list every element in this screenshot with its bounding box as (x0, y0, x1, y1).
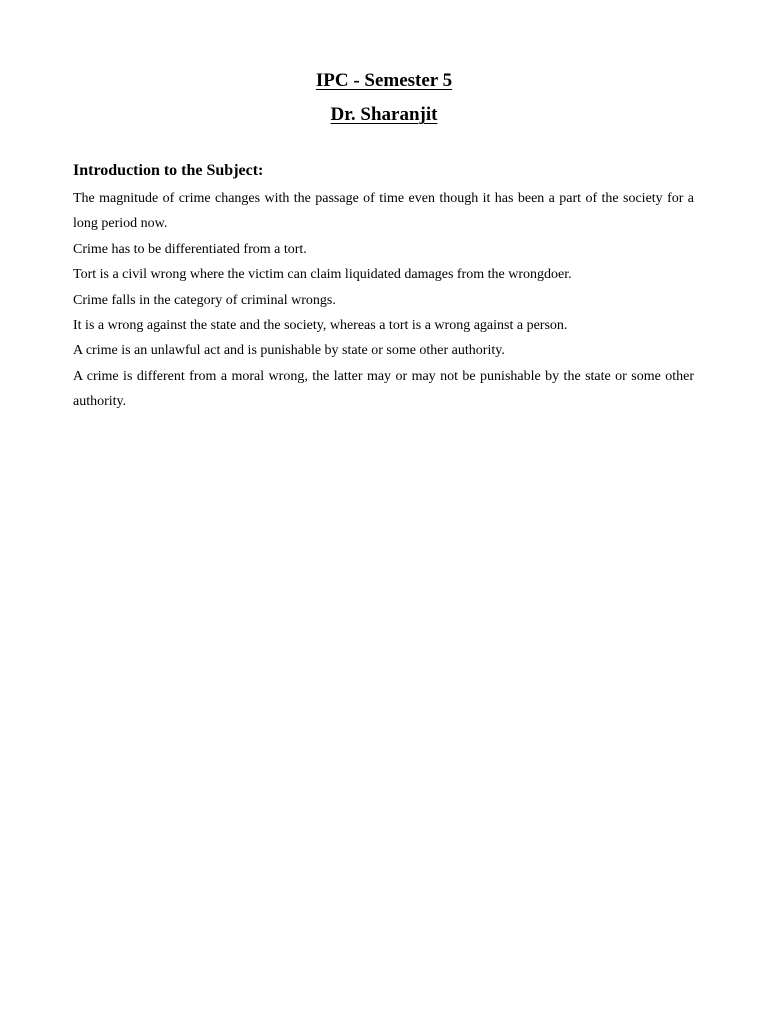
paragraph-7: A crime is different from a moral wrong, the latter may or may not be punishable by the state or some other authority. (73, 368, 694, 410)
section-heading: Introduction to the Subject: (73, 162, 264, 179)
paragraph-2: Crime has to be differentiated from a tort. (73, 241, 307, 257)
paragraph-6: A crime is an unlawful act and is punishable by state or some other authority. (73, 343, 505, 359)
paragraph-5: It is a wrong against the state and the society, whereas a tort is a wrong against a person. (73, 318, 568, 334)
paragraph-3: Tort is a civil wrong where the victim can claim liquidated damages from the wrongdoer. (73, 267, 572, 283)
paragraph-4: Crime falls in the category of criminal wrongs. (73, 292, 336, 308)
document-title: IPC - Semester 5 (315, 70, 453, 91)
section-body (73, 186, 694, 415)
paragraph-1: The magnitude of crime changes with the passage of time even though it has been a part of the society for a long period now. (73, 191, 694, 232)
document-author: Dr. Sharanjit (330, 104, 438, 125)
